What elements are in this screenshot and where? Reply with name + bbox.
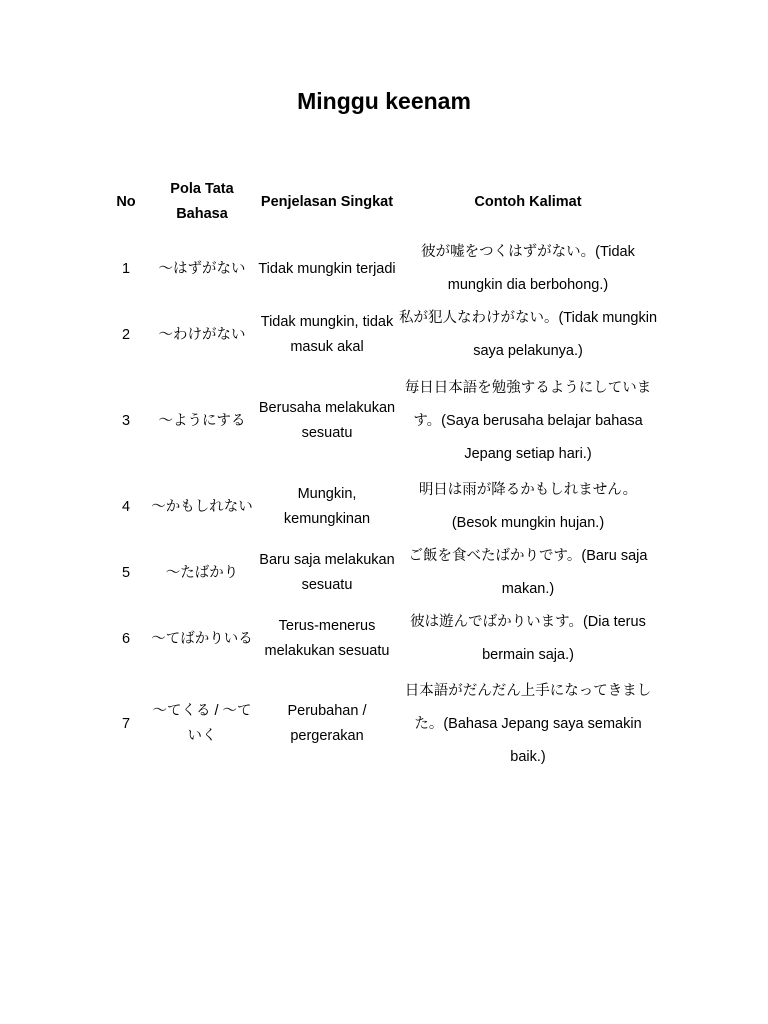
short-explanation: Tidak mungkin, tidak masuk akal [260, 314, 394, 355]
table-row [105, 302, 659, 368]
table-row [105, 540, 659, 606]
header-no: No [116, 193, 136, 210]
row-number: 1 [121, 260, 131, 277]
example-sentence: ご飯を食べたばかりです。(Baru saja makan.) [408, 548, 648, 597]
page-title: Minggu keenam [297, 88, 471, 114]
grammar-pattern: ～はずがない [158, 260, 246, 277]
grammar-pattern: ～たばかり [165, 564, 239, 581]
example-sentence: 私が犯人なわけがない。(Tidak mungkin saya pelakunya.) [398, 310, 658, 359]
table-row [105, 606, 659, 672]
short-explanation: Perubahan / pergerakan [287, 703, 367, 744]
row-number: 2 [121, 326, 131, 343]
short-explanation: Mungkin, kemungkinan [283, 486, 371, 527]
short-explanation: Berusaha melakukan sesuatu [258, 400, 396, 441]
short-explanation: Baru saja melakukan sesuatu [259, 552, 395, 593]
table-row [105, 672, 659, 776]
header-penjelasan-singkat: Penjelasan Singkat [260, 193, 394, 210]
grammar-pattern: ～てばかりいる [151, 630, 253, 647]
grammar-pattern: ～ようにする [158, 412, 246, 429]
row-number: 6 [121, 630, 131, 647]
grammar-pattern: ～てくる / ～ていく [152, 703, 252, 744]
short-explanation: Terus-menerus melakukan sesuatu [264, 618, 390, 659]
table-row [105, 474, 659, 540]
row-number: 5 [121, 564, 131, 581]
header-contoh-kalimat: Contoh Kalimat [474, 193, 582, 210]
example-sentence: 彼は遊んでばかりいます。(Dia terus bermain saja.) [410, 614, 646, 663]
example-sentence: 日本語がだんだん上手になってきました。(Bahasa Jepang saya semakin baik.) [404, 682, 652, 765]
example-sentence: 明日は雨が降るかもしれません。(Besok mungkin hujan.) [418, 482, 638, 531]
grammar-table [105, 168, 659, 776]
table-header-row [105, 168, 659, 236]
row-number: 4 [121, 498, 131, 515]
example-sentence: 彼が嘘をつくはずがない。(Tidak mungkin dia berbohong.) [421, 244, 635, 293]
short-explanation: Tidak mungkin terjadi [258, 260, 396, 277]
example-sentence: 毎日日本語を勉強するようにしています。(Saya berusaha belajar bahasa Jepang setiap hari.) [404, 379, 652, 462]
row-number: 3 [121, 412, 131, 429]
row-number: 7 [121, 715, 131, 732]
grammar-pattern: ～わけがない [158, 326, 246, 343]
table-row [105, 368, 659, 474]
header-pola-tata-bahasa: Pola Tata Bahasa [170, 181, 234, 222]
grammar-pattern: ～かもしれない [151, 498, 253, 515]
table-row [105, 236, 659, 302]
